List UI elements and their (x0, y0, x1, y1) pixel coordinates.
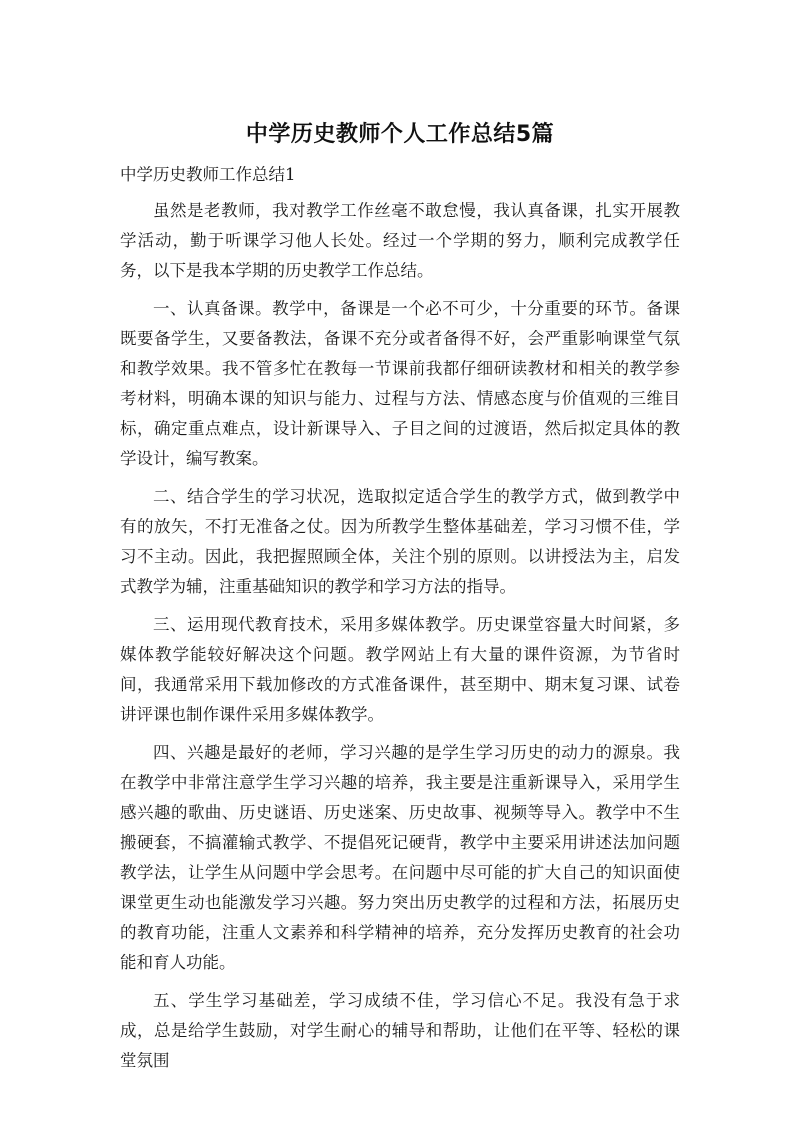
paragraph-point-2: 二、结合学生的学习状况，选取拟定适合学生的教学方式，做到教学中有的放矢，不打无准备之仗。因为所教学生整体基础差，学习习惯不佳，学习不主动。因此，我把握照顾全体，关注个别的原则。以讲授法为主，启发式教学为辅，注重基础知识的教学和学习方法的指导。 (120, 487, 680, 596)
paragraph-point-4: 四、兴趣是最好的老师，学习兴趣的是学生学习历史的动力的源泉。我在教学中非常注意学生学习兴趣的培养，我主要是注重新课导入，采用学生感兴趣的歌曲、历史谜语、历史迷案、历史故事、视频等导入。教学中不生搬硬套，不搞灌输式教学、不提倡死记硬背，教学中主要采用讲述法加问题教学法，让学生从问题中学会思考。在问题中尽可能的扩大自己的知识面使课堂更生动也能激发学习兴趣。努力突出历史教学的过程和方法，拓展历史的教育功能，注重人文素养和科学精神的培养，充分发挥历史教育的社会功能和育人功能。 (120, 743, 680, 972)
document-body (120, 160, 680, 1076)
paragraph-point-1: 一、认真备课。教学中，备课是一个必不可少，十分重要的环节。备课既要备学生，又要备教法，备课不充分或者备得不好，会严重影响课堂气氛和教学效果。我不管多忙在教每一节课前我都仔细研读教材和相关的教学参考材料，明确本课的知识与能力、过程与方法、情感态度与价值观的三维目标，确定重点难点，设计新课导入、子目之间的过渡语，然后拟定具体的教学设计，编写教案。 (120, 299, 680, 468)
paragraph-point-3: 三、运用现代教育技术，采用多媒体教学。历史课堂容量大时间紧，多媒体教学能较好解决这个问题。教学网站上有大量的课件资源，为节省时间，我通常采用下载加修改的方式准备课件，甚至期中、期末复习课、试卷讲评课也制作课件采用多媒体教学。 (120, 615, 680, 724)
section-subtitle: 中学历史教师工作总结1 (120, 165, 296, 184)
paragraph-point-5: 五、学生学习基础差，学习成绩不佳，学习信心不足。我没有急于求成，总是给学生鼓励，对学生耐心的辅导和帮助，让他们在平等、轻松的课堂氛围 (120, 991, 680, 1070)
paragraph-intro: 虽然是老教师，我对教学工作丝毫不敢怠慢，我认真备课，扎实开展教学活动，勤于听课学习他人长处。经过一个学期的努力，顺利完成教学任务，以下是我本学期的历史教学工作总结。 (120, 201, 680, 280)
document-title: 中学历史教师个人工作总结5篇 (245, 122, 555, 147)
